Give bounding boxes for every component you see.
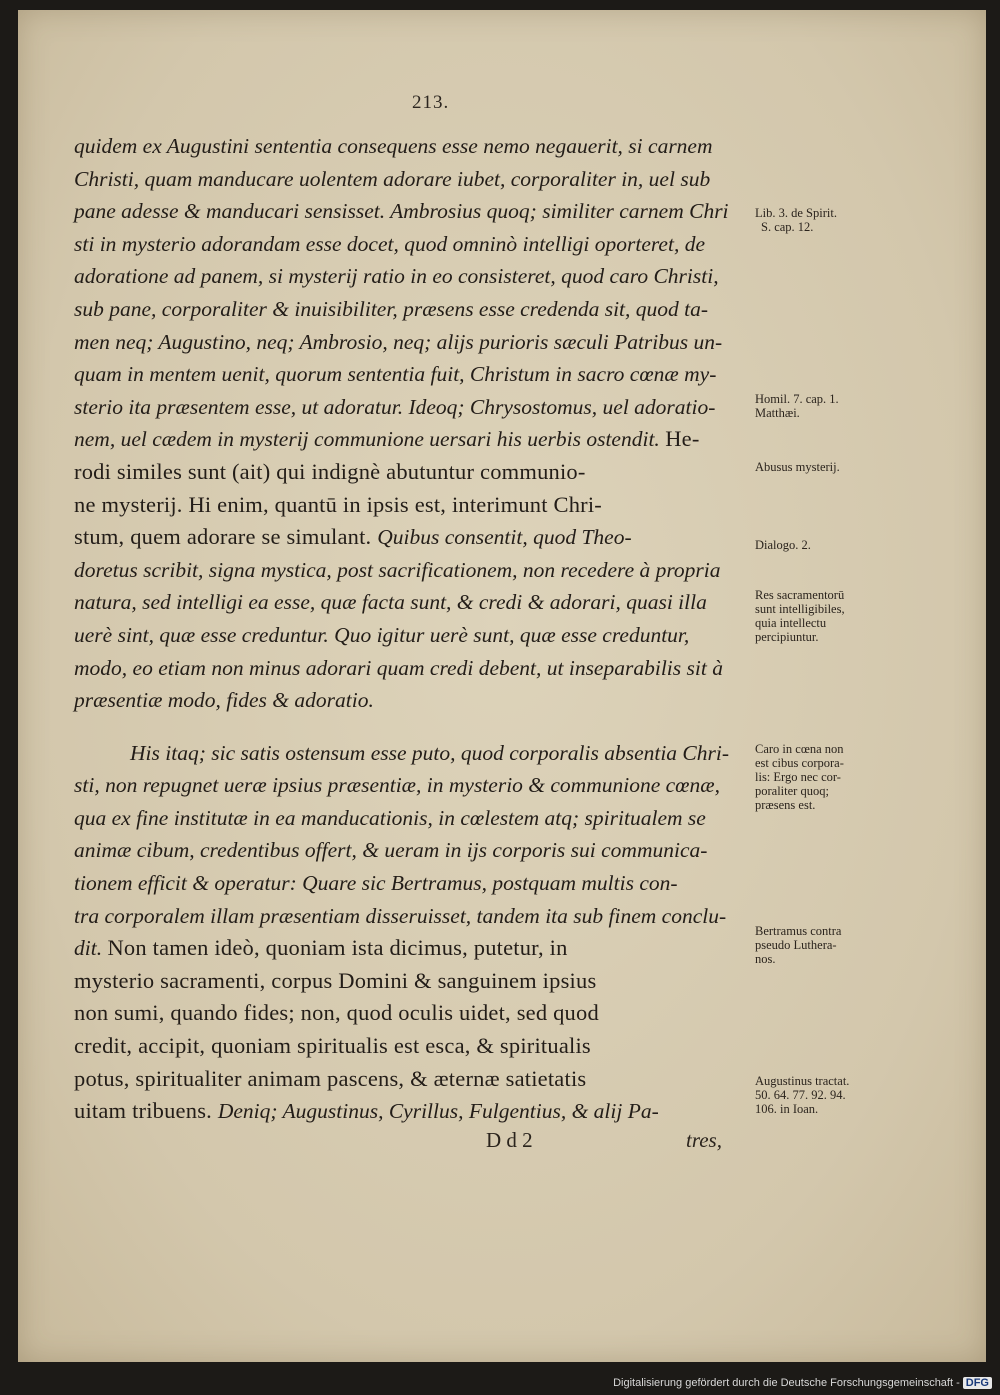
text-line — [74, 802, 774, 835]
text-line — [74, 521, 774, 554]
text-line — [74, 997, 774, 1030]
roman-quotation-text: stum, quem adorare se simulant. — [74, 524, 378, 550]
italic-text: quidem ex Augustini sententia consequens esse nemo negauerit, si carnem — [74, 134, 713, 158]
italic-text: pane adesse & manducari sensisset. Ambrosius quoq; similiter carnem Chri — [74, 199, 729, 224]
margin-note-abusus — [755, 460, 885, 474]
dfg-logo-icon: DFG — [963, 1377, 992, 1389]
main-text-block — [74, 130, 774, 1128]
text-line — [74, 260, 774, 293]
margin-note-res-sacramentorum — [755, 588, 885, 644]
roman-quotation-text: mysterio sacramenti, corpus Domini & sanguinem ipsius — [74, 967, 597, 993]
footer-text: Digitalisierung gefördert durch die Deutsche Forschungsgemeinschaft - — [613, 1377, 960, 1389]
margin-note-line: Caro in cœna non — [755, 742, 844, 756]
text-line — [74, 932, 774, 965]
italic-text: doretus scribit, signa mystica, post sacrificationem, non recedere à propria — [74, 557, 721, 582]
margin-note-line: pseudo Luthera- — [755, 938, 837, 952]
italic-text: sti, non repugnet ueræ ipsius præsentiæ, in mysterio & communione cœnæ, — [74, 773, 720, 798]
text-line — [74, 293, 774, 326]
roman-quotation-text: ne mysterij. Hi enim, quantū in ipsis est, interimunt Chri- — [74, 491, 602, 517]
roman-quotation-text: Non tamen ideò, quoniam ista dicimus, putetur, in — [107, 935, 568, 961]
margin-note-chrysostom — [755, 392, 885, 420]
text-line — [74, 867, 774, 900]
text-line — [74, 1030, 774, 1063]
margin-note-line: Dialogo. 2. — [755, 538, 811, 552]
margin-note-caro-in-coena — [755, 742, 885, 812]
italic-text: adoratione ad panem, si mysterij ratio in eo consisteret, quod caro Christi, — [74, 264, 719, 289]
text-line — [74, 965, 774, 998]
margin-note-line: quia intellectu — [755, 616, 827, 630]
margin-note-line: sunt intelligibiles, — [755, 602, 845, 616]
text-line — [74, 228, 774, 261]
text-line — [74, 684, 774, 717]
italic-text: nem, uel cædem in mysterij communione uersari his uerbis ostendit. — [74, 427, 666, 452]
text-line — [74, 391, 774, 424]
italic-text: sterio ita præsentem esse, ut adoratur. Ideoq; Chrysostomus, uel adoratio- — [74, 394, 716, 419]
paragraph-gap — [74, 717, 774, 737]
italic-text: men neq; Augustino, neq; Ambrosio, neq; alijs purioris sæculi Patribus un- — [74, 329, 723, 354]
text-line — [74, 652, 774, 685]
margin-note-line: lis: Ergo nec cor- — [755, 770, 841, 784]
catchword: tres, — [686, 1128, 722, 1152]
text-line — [74, 1095, 774, 1128]
text-line — [74, 834, 774, 867]
text-line — [74, 195, 774, 228]
margin-note-line: poraliter quoq; — [755, 784, 829, 798]
italic-text: modo, eo etiam non minus adorari quam credi debent, ut inseparabilis sit à — [74, 655, 723, 680]
margin-note-line: Matthæi. — [755, 406, 800, 420]
italic-text: natura, sed intelligi ea esse, quæ facta sunt, & credi & adorari, quasi illa — [74, 590, 707, 615]
roman-quotation-text: non sumi, quando fides; non, quod oculis uidet, sed quod — [74, 1000, 599, 1026]
text-line — [74, 554, 774, 587]
text-line — [74, 769, 774, 802]
italic-text: dit. — [74, 936, 108, 961]
roman-quotation-text: He- — [665, 426, 700, 452]
italic-text: sub pane, corporaliter & inuisibiliter, præsens esse credenda sit, quod ta- — [74, 296, 709, 321]
margin-note-line: Augustinus tractat. — [755, 1074, 850, 1088]
margin-note-line: Homil. 7. cap. 1. — [755, 392, 839, 406]
margin-note-line: 50. 64. 77. 92. 94. — [755, 1088, 846, 1102]
margin-note-line: percipiuntur. — [755, 630, 819, 644]
margin-note-line: 106. in Ioan. — [755, 1102, 819, 1116]
text-line — [74, 737, 774, 770]
italic-text: Quibus consentit, quod Theo- — [377, 525, 632, 550]
roman-quotation-text: uitam tribuens. — [74, 1098, 218, 1124]
italic-text: præsentiæ modo, fides & adoratio. — [74, 688, 374, 713]
margin-note-line: præsens est. — [755, 798, 816, 812]
text-line — [74, 900, 774, 933]
margin-note-line: S. cap. 12. — [761, 220, 814, 234]
margin-note-ambrose — [755, 206, 885, 234]
italic-text: Christi, quam manducare uolentem adorare iubet, corporaliter in, uel sub — [74, 166, 711, 191]
text-line — [74, 423, 774, 456]
margin-note-line: nos. — [755, 952, 776, 966]
text-line — [74, 358, 774, 391]
italic-text: qua ex fine institutæ in ea manducationis, in cœlestem atq; spiritualem se — [74, 805, 706, 830]
text-line — [74, 586, 774, 619]
roman-quotation-text: credit, accipit, quoniam spiritualis est esca, & spiritualis — [74, 1033, 591, 1059]
italic-text: quam in mentem uenit, quorum sententia fuit, Christum in sacro cœnæ my- — [74, 362, 717, 387]
margin-note-line: Res sacramentorū — [755, 588, 845, 602]
italic-text: Deniq; Augustinus, Cyrillus, Fulgentius, & alij Pa- — [217, 1099, 659, 1124]
margin-note-bertramus — [755, 924, 885, 966]
italic-text: uerè sint, quæ esse creduntur. Quo igitur uerè sunt, quæ esse creduntur, — [74, 622, 690, 647]
margin-note-augustinus — [755, 1074, 885, 1116]
margin-note-line: est cibus corpora- — [755, 756, 844, 770]
text-line — [74, 326, 774, 359]
text-line — [74, 130, 774, 163]
margin-note-line: Bertramus contra — [755, 924, 842, 938]
text-line — [74, 456, 774, 489]
text-line — [74, 163, 774, 196]
signature-mark: D d 2 — [486, 1128, 533, 1152]
margin-note-line: Lib. 3. de Spirit. — [755, 206, 837, 220]
margin-note-theodoret — [755, 538, 885, 552]
page-number: 213. — [412, 92, 450, 113]
text-line — [74, 489, 774, 522]
italic-text: tionem efficit & operatur: Quare sic Bertramus, postquam multis con- — [74, 871, 678, 896]
digitization-credit — [613, 1377, 992, 1389]
roman-quotation-text: rodi similes sunt (ait) qui indignè abutuntur communio- — [74, 458, 586, 484]
roman-quotation-text: potus, spiritualiter animam pascens, & æternæ satietatis — [74, 1065, 587, 1091]
italic-text: animæ cibum, credentibus offert, & ueram in ijs corporis sui communica- — [74, 838, 708, 863]
italic-text: His itaq; sic satis ostensum esse puto, quod corporalis absentia Chri- — [130, 740, 730, 765]
italic-text: sti in mysterio adorandam esse docet, quod omninò intelligi oporteret, de — [74, 231, 705, 256]
text-line — [74, 619, 774, 652]
margin-note-line: Abusus mysterij. — [755, 460, 840, 474]
text-line — [74, 1063, 774, 1096]
italic-text: tra corporalem illam præsentiam disseruisset, tandem ita sub finem conclu- — [74, 903, 727, 928]
